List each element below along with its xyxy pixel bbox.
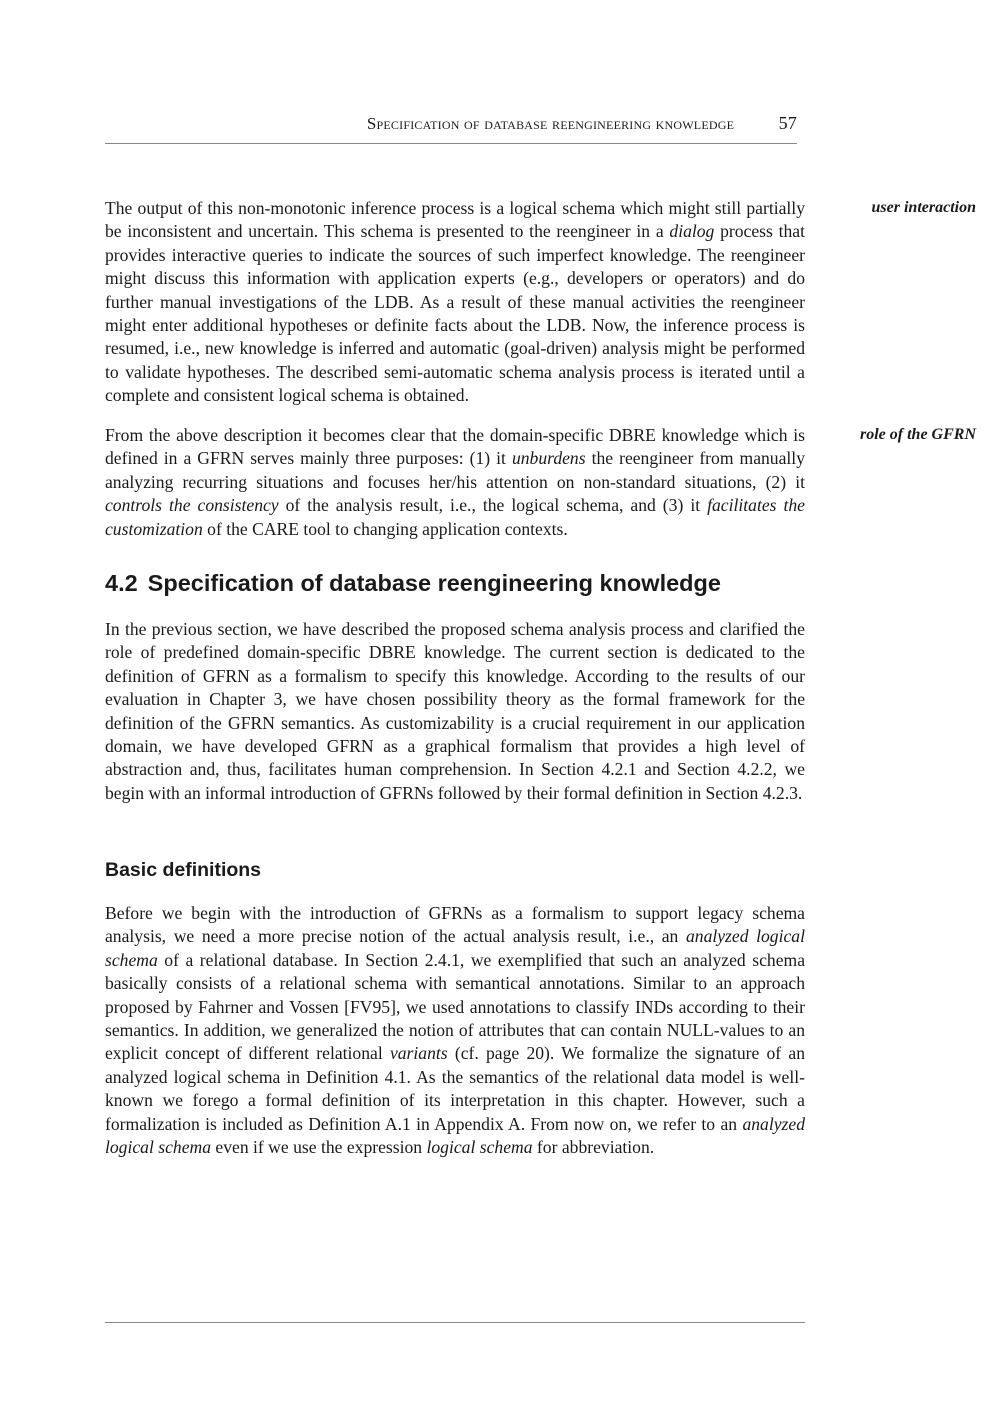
- text-run: Before we begin with the introduction of GFRNs as a formalism to support legacy schema analysis, we need a more precise notion of the actual analysis result, i.e., an: [105, 903, 805, 947]
- running-header: [105, 113, 797, 134]
- emphasis-dialog: dialog: [669, 221, 715, 242]
- text-run: From the above description it becomes clear that the domain-specific DBRE knowledge which is defined in a GFRN serves mainly three purposes: (1) it: [105, 425, 805, 469]
- text-run: process that provides interactive queries to indicate the sources of such imperfect knowledge. The reengineer might discuss this information with application experts (e.g., developers or operators) and do further manual investigations of the LDB. As a result of these manual activities the reengineer might enter additional hypotheses or definite facts about the LDB. Now, the inference process is resumed, i.e., new knowledge is inferred and automatic (goal-driven) analysis might be performed to validate hypotheses. The described semi-automatic schema analysis process is iterated until a complete and consistent logical schema is obtained.: [105, 221, 805, 406]
- margin-note-role-of-gfrn: role of the GFRN: [860, 426, 976, 443]
- emphasis-analyzed-logical-schema: analyzed logical schema: [105, 926, 805, 970]
- text-run: The output of this non-monotonic inference process is a logical schema which might still partially be inconsistent and uncertain. This schema is presented to the reengineer in a: [105, 198, 805, 242]
- emphasis-unburdens: unburdens: [511, 448, 586, 469]
- text-run: even if we use the expression: [211, 1137, 427, 1158]
- text-run: of a relational database. In Section 2.4.1, we exemplified that such an analyzed schema basically consists of a relational schema with semantical annotations. Similar to an approach proposed by Fahrner and Vossen [FV95], we used annotations to classify INDs according to their semantics. In addition, we generalized the notion of attributes that can contain NULL-values to an explicit concept of different relational: [105, 949, 805, 1064]
- text-run: of the CARE tool to changing application contexts.: [202, 518, 568, 539]
- paragraph-gfrn-purposes: [105, 424, 805, 541]
- emphasis-logical-schema: logical schema: [426, 1137, 533, 1158]
- text-run: (cf. page 20). We formalize the signature of an analyzed logical schema in Definition 4.1. As the semantics of the relational data model is well-known we forego a formal definition of its interpretation in this chapter. However, such a formalization is included as Definition A.1 in Appendix A. From now on, we refer to an: [105, 1043, 805, 1134]
- section-heading: [105, 570, 721, 597]
- paragraph-section-intro: In the previous section, we have described the proposed schema analysis process and clarified the role of predefined domain-specific DBRE knowledge. The current section is dedicated to the definition of GFRN as a formalism to specify this knowledge. According to the results of our evaluation in Chapter 3, we have chosen possibility theory as the formal framework for the definition of the GFRN semantics. As customizability is a crucial requirement in our application domain, we have developed GFRN as a graphical formalism that provides a high level of abstraction and, thus, facilitates human comprehension. In Section 4.2.1 and Section 4.2.2, we begin with an informal introduction of GFRNs followed by their formal definition in Section 4.2.3.: [105, 619, 805, 803]
- emphasis-facilitates-customization: facilitates the customization: [105, 495, 805, 539]
- footer-rule: [105, 1322, 805, 1323]
- text-run: of the analysis result, i.e., the logical schema, and (3) it: [278, 495, 708, 516]
- emphasis-variants: variants: [389, 1043, 448, 1064]
- text-run: for abbreviation.: [532, 1137, 655, 1158]
- paragraph-inference-output: [105, 197, 805, 408]
- emphasis-controls-consistency: controls the consistency: [105, 495, 279, 516]
- running-title: Specification of database reengineering knowledge: [366, 114, 735, 133]
- emphasis-analyzed-logical-schema-2: analyzed logical schema: [105, 1113, 805, 1158]
- page-number: 57: [778, 113, 797, 133]
- subsection-heading: Basic definitions: [105, 859, 262, 881]
- header-rule: [105, 143, 797, 144]
- section-number: 4.2: [105, 570, 138, 596]
- text-run: the reengineer from manually analyzing recurring situations and focuses her/his attention on non-standard situations, (2) it: [105, 448, 805, 492]
- margin-note-user-interaction: user interaction: [871, 199, 976, 216]
- section-title: Specification of database reengineering knowledge: [147, 570, 721, 596]
- paragraph-basic-definitions: [105, 902, 805, 1159]
